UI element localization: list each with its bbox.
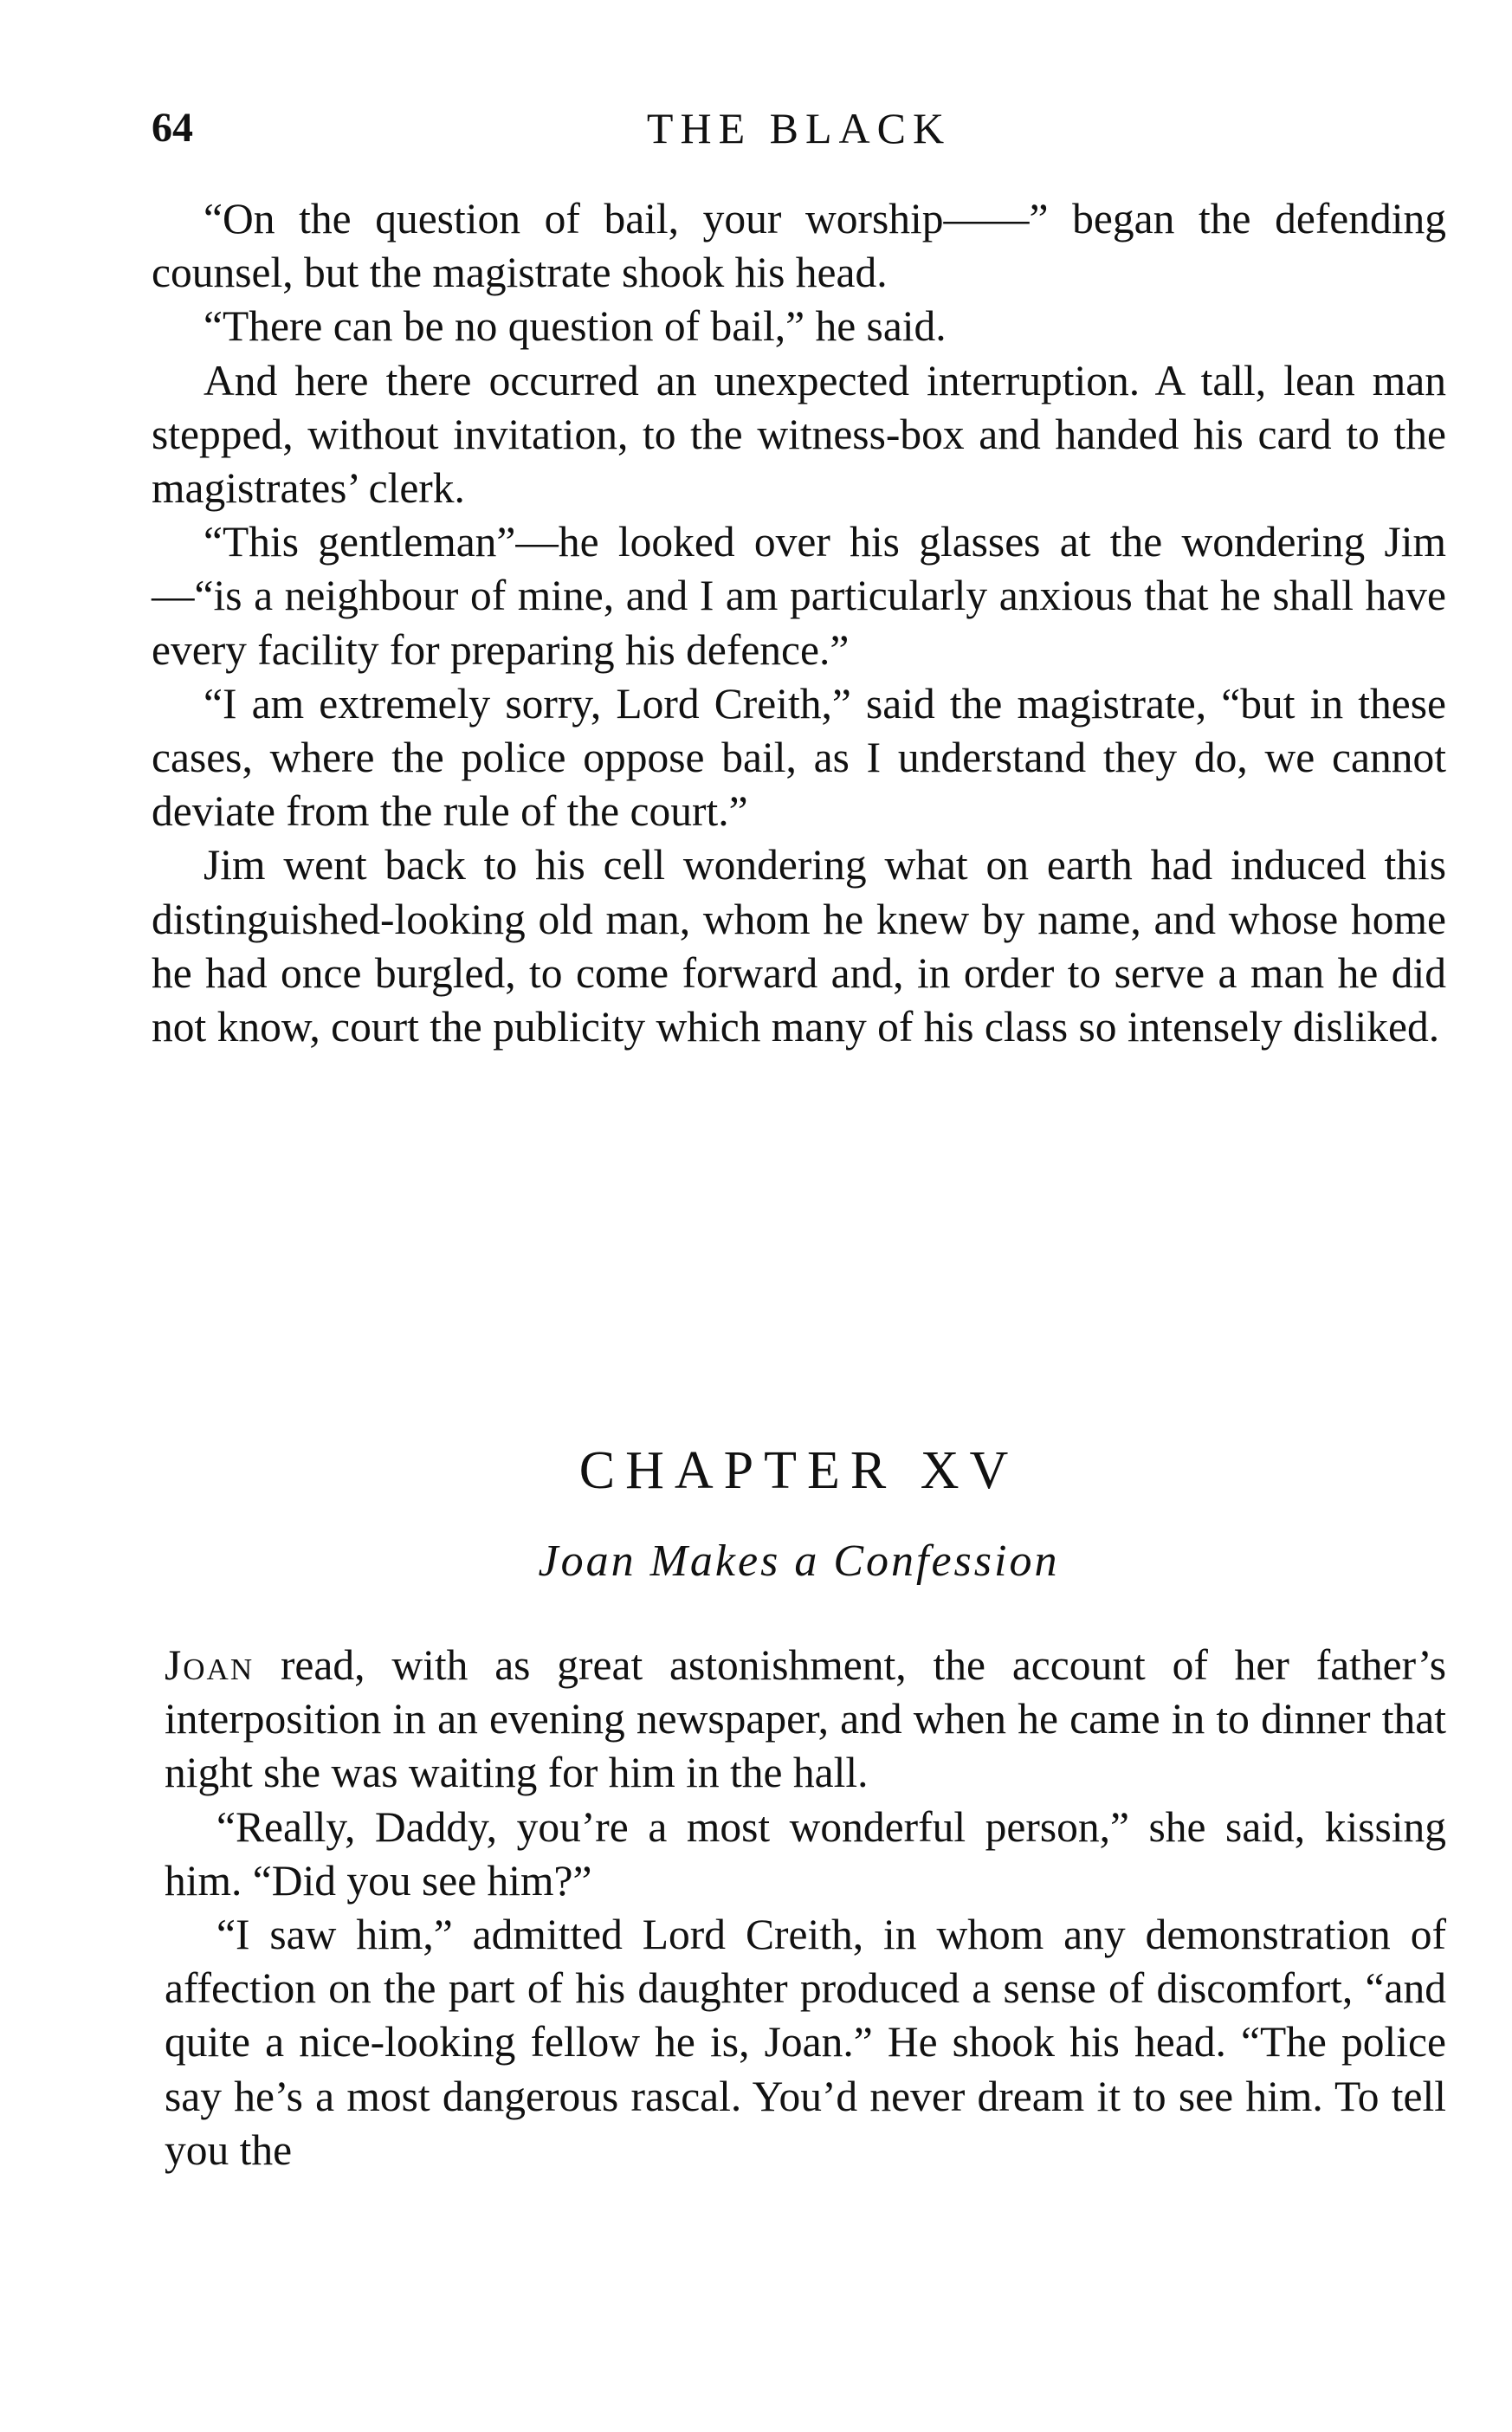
paragraph: “I saw him,” admitted Lord Creith, in whom any demonstration of affection on the part of his daughter produced a sense of discomfort, “and quite a nice-looking fellow he is, Joan.” He shook his head. “The police say he’s a most dangerous rascal. You’d never dream it to see him. To tell you the bbox=[165, 1911, 1446, 2174]
page-number: 64 bbox=[152, 105, 193, 151]
paragraph: And here there occurred an unexpected interruption. A tall, lean man stepped, without invitation, to the witness-box and handed his card to the magistrates’ clerk. bbox=[152, 356, 1446, 513]
running-title: THE BLACK bbox=[646, 104, 952, 152]
chapter-opening-paragraph bbox=[165, 1639, 1446, 1801]
paragraph: “There can be no question of bail,” he said. bbox=[204, 302, 947, 351]
paragraph: “Really, Daddy, you’re a most wonderful person,” she said, kissing him. “Did you see him?” bbox=[165, 1802, 1446, 1905]
paragraph: “I am extremely sorry, Lord Creith,” said the magistrate, “but in these cases, where the police oppose bail, as I understand they do, we cannot deviate from the rule of the court.” bbox=[152, 679, 1446, 836]
chapter-heading: CHAPTER XV bbox=[578, 1441, 1019, 1500]
text-block-before-chapter bbox=[152, 192, 1446, 1054]
paragraph: “On the question of bail, your worship——” began the defending counsel, but the magistrate shook his head. bbox=[152, 195, 1446, 297]
chapter-opening-text: read, with as great astonishment, the account of her father’s interposition in an evening newspaper, and when he came in to dinner that night she was waiting for him in the hall. bbox=[165, 1641, 1446, 1797]
chapter-subtitle: Joan Makes a Confession bbox=[538, 1536, 1060, 1586]
paragraph: “This gentleman”—he looked over his glasses at the wondering Jim—“is a neighbour of mine, and I am particularly anxious that he shall have every facility for preparing his defence.” bbox=[152, 518, 1446, 674]
paragraph: Jim went back to his cell wondering what on earth had induced this distinguished-looking old man, whom he knew by name, and whose home he had once burgled, to come forward and, in order to serve a man he did not know, court the publicity which many of his class so intensely disliked. bbox=[152, 841, 1446, 1051]
chapter-lead-word: Joan bbox=[165, 1641, 255, 1689]
text-block-after-chapter bbox=[165, 1639, 1446, 2177]
running-head bbox=[152, 102, 1446, 154]
